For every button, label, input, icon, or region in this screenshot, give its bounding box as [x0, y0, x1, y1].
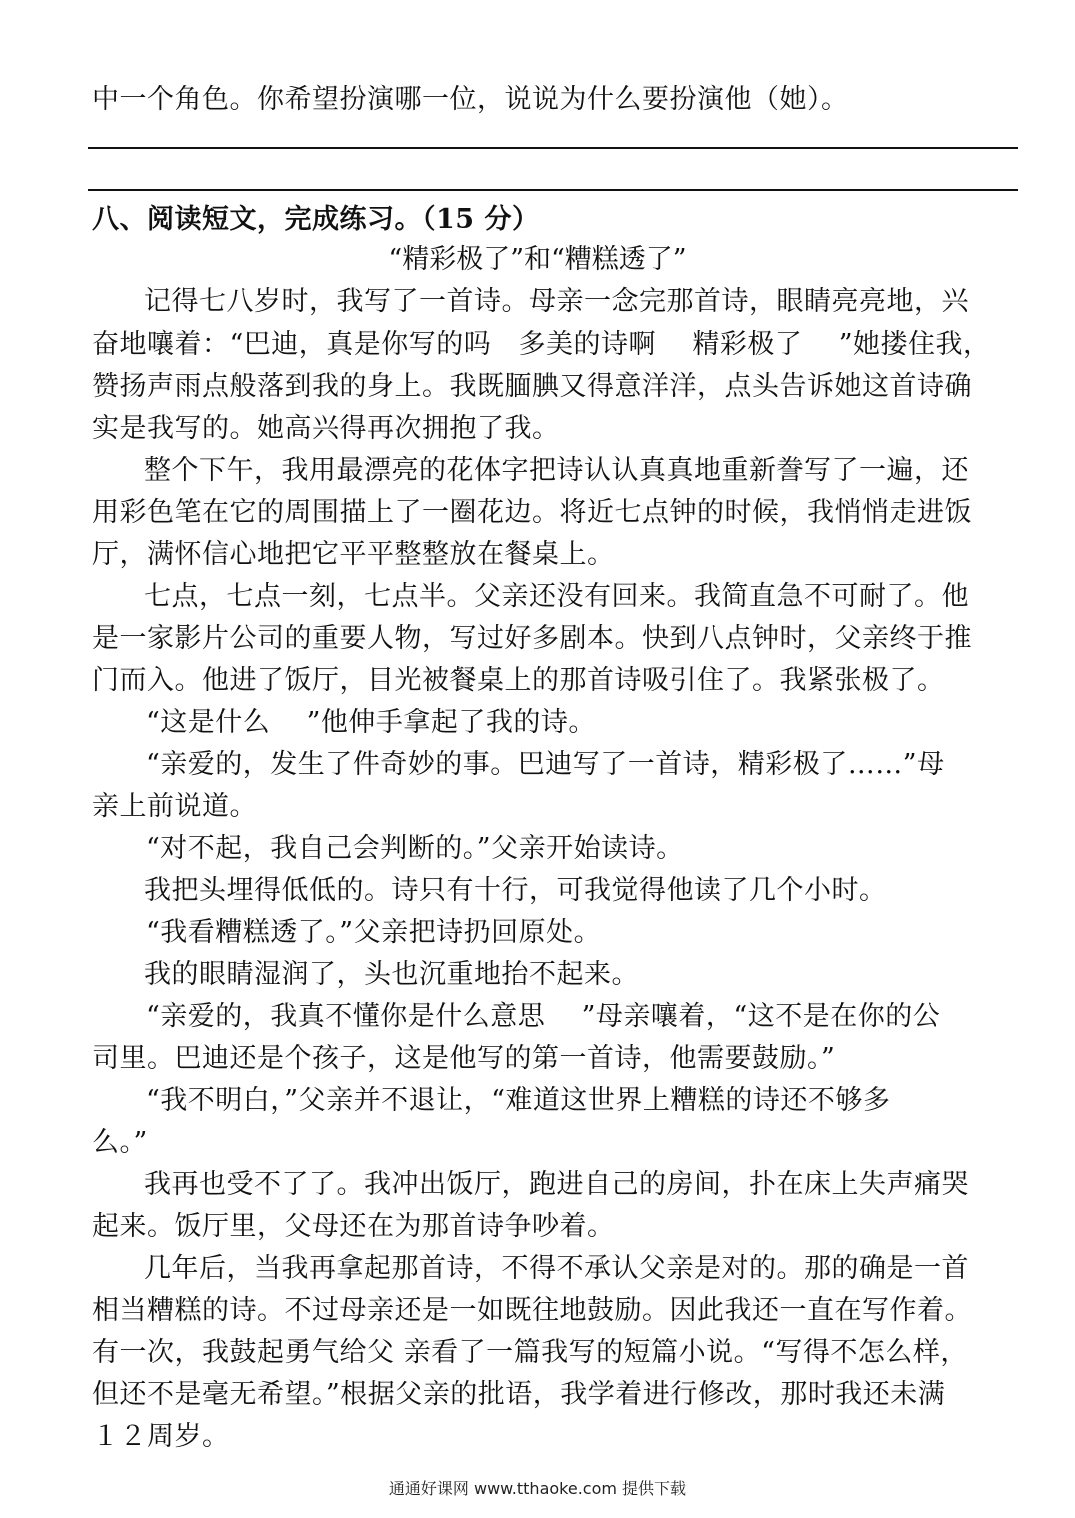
- paragraph-line: 但还不是毫无希望。”根据父亲的批语，我学着进行修改，那时我还未满: [92, 1379, 946, 1410]
- paragraph-line: 是一家影片公司的重要人物，写过好多剧本。快到八点钟时，父亲终于推: [92, 623, 972, 654]
- paragraph-line: 我把头埋得低低的。诗只有十行，可我觉得他读了几个小时。: [144, 875, 887, 906]
- paragraph-line: 司里。巴迪还是个孩子，这是他写的第一首诗，他需要鼓励。”: [92, 1043, 836, 1074]
- paragraph-line: 么。”: [92, 1127, 148, 1158]
- paragraph-line: 用彩色笔在它的周围描上了一圈花边。将近七点钟的时候，我悄悄走进饭: [92, 497, 972, 528]
- paragraph-line: 有一次，我鼓起勇气给父 亲看了一篇我写的短篇小说。“写得不怎么样，: [92, 1337, 968, 1368]
- paragraph-line: 门而入。他进了饭厅，目光被餐桌上的那首诗吸引住了。我紧张极了。: [92, 665, 945, 696]
- answer-line-2: [88, 189, 1018, 191]
- paragraph-line: “我不明白，”父亲并不退让，“难道这世界上糟糕的诗还不够多: [146, 1085, 891, 1116]
- paragraph-line: “对不起，我自己会判断的。”父亲开始读诗。: [146, 833, 684, 864]
- answer-line-1: [88, 147, 1018, 149]
- paragraph-line: 我的眼睛湿润了，头也沉重地抬不起来。: [144, 959, 639, 990]
- paragraph-line: 起来。饭厅里，父母还在为那首诗争吵着。: [92, 1211, 615, 1242]
- paragraph-line: 赞扬声雨点般落到我的身上。我既腼腆又得意洋洋，点头告诉她这首诗确: [92, 371, 972, 402]
- paragraph-line: 厅，满怀信心地把它平平整整放在餐桌上。: [92, 539, 615, 570]
- question-text-tail: 中一个角色。你希望扮演哪一位，说说为什么要扮演他（她）。: [92, 84, 849, 115]
- paragraph-line: “亲爱的，发生了件奇妙的事。巴迪写了一首诗，精彩极了……”母: [146, 749, 945, 780]
- paragraph-line: 奋地嚷着：“巴迪，真是你写的吗 多美的诗啊 精彩极了 ”她搂住我，: [92, 329, 991, 360]
- paragraph-line: １２周岁。: [92, 1421, 230, 1452]
- paragraph-line: 七点，七点一刻，七点半。父亲还没有回来。我简直急不可耐了。他: [144, 581, 969, 612]
- paragraph-line: 记得七八岁时，我写了一首诗。母亲一念完那首诗，眼睛亮亮地，兴: [144, 286, 969, 317]
- paragraph-line: “亲爱的，我真不懂你是什么意思 ”母亲嚷着，“这不是在你的公: [146, 1001, 941, 1032]
- paragraph-line: 实是我写的。她高兴得再次拥抱了我。: [92, 413, 560, 444]
- paragraph-line: 整个下午，我用最漂亮的花体字把诗认认真真地重新誊写了一遍，还: [144, 455, 969, 486]
- paragraph-line: 我再也受不了了。我冲出饭厅，跑进自己的房间，扑在床上失声痛哭: [144, 1169, 969, 1200]
- paragraph-line: “我看糟糕透了。”父亲把诗扔回原处。: [146, 917, 602, 948]
- section-heading: 八、阅读短文，完成练习。（15 分）: [92, 204, 540, 235]
- paragraph-line: 相当糟糕的诗。不过母亲还是一如既往地鼓励。因此我还一直在写作着。: [92, 1295, 972, 1326]
- paragraph-line: 几年后，当我再拿起那首诗，不得不承认父亲是对的。那的确是一首: [144, 1253, 969, 1284]
- story-title: “精彩极了”和“糟糕透了”: [388, 244, 687, 275]
- page-footer: 通通好课网 www.tthaoke.com 提供下载: [388, 1479, 687, 1498]
- paragraph-line: “这是什么 ”他伸手拿起了我的诗。: [146, 707, 596, 738]
- paragraph-line: 亲上前说道。: [92, 791, 257, 822]
